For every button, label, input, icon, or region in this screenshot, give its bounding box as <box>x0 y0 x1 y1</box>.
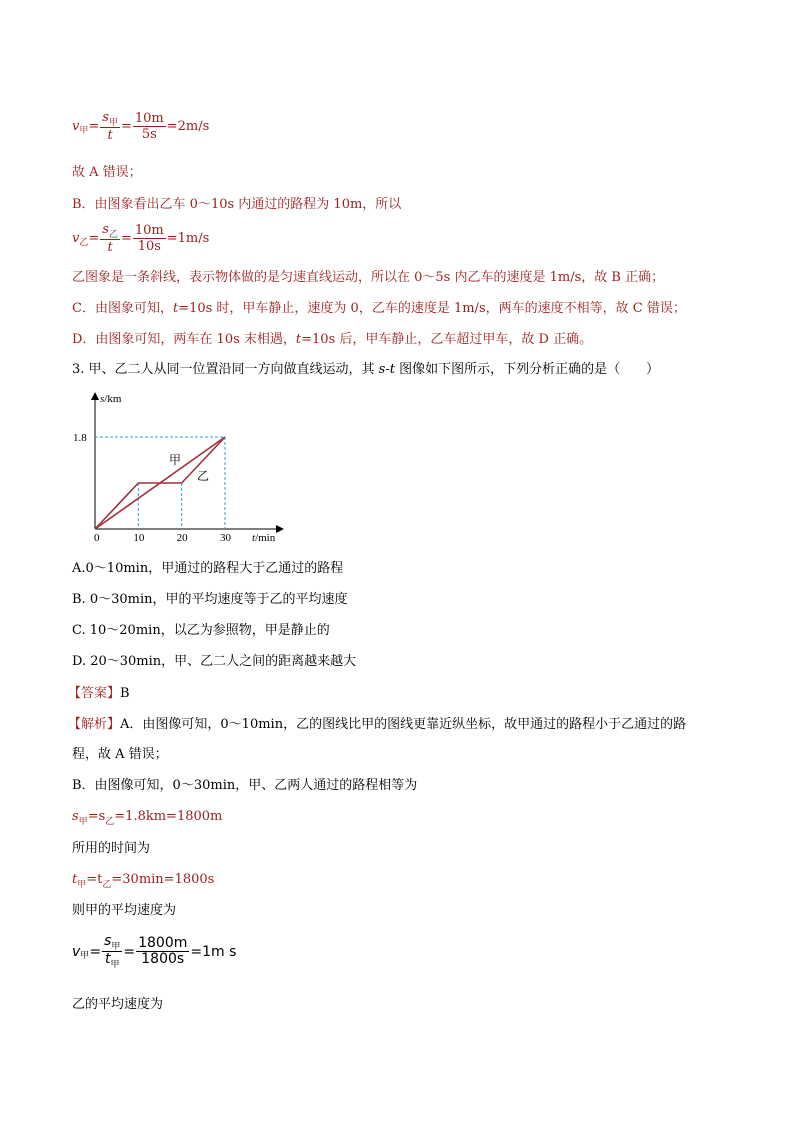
formula-v-jia-avg <box>72 934 236 969</box>
fraction <box>133 111 166 142</box>
equals: = <box>123 943 136 960</box>
series-label-jia: 甲 <box>169 453 182 467</box>
answer-line <box>68 685 130 703</box>
frac-num: s <box>104 933 112 949</box>
formula-sub: 甲 <box>79 125 89 136</box>
answer-value: B <box>120 686 130 701</box>
question-3 <box>72 361 659 379</box>
text-seg: =s <box>87 809 106 824</box>
formula-sub: 乙 <box>79 237 89 248</box>
answer-label: 【答案】 <box>68 686 121 701</box>
frac-den: t <box>107 240 113 255</box>
y-axis-label: s/km <box>100 393 122 405</box>
text-line: 乙图象是一条斜线，表示物体做的是匀速直线运动，所以在 0～5s 内乙车的速度是 1m/s，故 B 正确； <box>72 270 665 285</box>
frac-num: 10m <box>134 111 164 126</box>
text-line-d <box>72 331 592 349</box>
formula-s <box>72 808 222 827</box>
text-seg: 图像如下图所示，下列分析正确的是（ ） <box>394 362 660 377</box>
fraction <box>102 934 122 969</box>
formula-sub: 乙 <box>105 817 115 827</box>
avg-yi-label: 乙的平均速度为 <box>72 997 164 1012</box>
analysis-label: 【解析】 <box>68 717 121 732</box>
fraction <box>133 223 166 254</box>
analysis-line-2: 程，故 A 错误； <box>72 747 168 762</box>
option-b: B. 0～30min，甲的平均速度等于乙的平均速度 <box>72 592 348 607</box>
formula-v-yi <box>72 222 209 255</box>
text-seg: =10s 时，甲车静止，速度为 0，乙车的速度是 1m/s，两车的速度不相等，故 C 错误； <box>178 301 686 316</box>
equals: = <box>89 943 102 960</box>
x-axis-label: t/min <box>252 532 276 544</box>
formula-v-jia <box>72 110 209 143</box>
frac-num-sub: 甲 <box>108 118 118 128</box>
x-tick-label: 20 <box>176 532 188 544</box>
x-tick-label: 10 <box>133 532 145 544</box>
text-line: B．由图象看出乙车 0～10s 内通过的路程为 10m，所以 <box>72 197 402 212</box>
equals: = <box>88 118 100 134</box>
text-line-c <box>72 300 686 318</box>
fraction <box>100 110 120 143</box>
formula-t <box>72 871 214 890</box>
text-seg: =10s 后，甲车静止，乙车超过甲车，故 D 正确。 <box>301 332 593 347</box>
formula-result: =1m/s <box>166 230 210 246</box>
formula-sub: 甲 <box>78 817 88 827</box>
fraction <box>136 936 189 967</box>
fraction <box>100 222 120 255</box>
text-seg: C．由图象可知， <box>72 301 173 316</box>
text-var: s-t <box>378 362 395 377</box>
text-seg: =30min=1800s <box>111 872 215 887</box>
text-var: t <box>295 332 302 347</box>
series-label-yi: 乙 <box>197 469 210 483</box>
equals: = <box>88 230 100 246</box>
frac-num: 1800m <box>138 935 188 951</box>
frac-num: s <box>102 222 109 237</box>
series-line-yi <box>95 437 225 529</box>
st-graph <box>72 388 292 548</box>
x-tick-label: 30 <box>220 532 231 544</box>
frac-num-sub: 甲 <box>111 942 121 952</box>
formula-result: =2m/s <box>166 118 210 134</box>
equals: = <box>120 118 132 134</box>
text-var: s <box>72 809 79 824</box>
text-seg: 3. 甲、乙二人从同一位置沿同一方向做直线运动，其 <box>72 362 379 377</box>
frac-den: t <box>104 951 111 967</box>
text-var: t <box>72 872 78 887</box>
frac-den: t <box>107 128 113 143</box>
text-var: t <box>172 301 179 316</box>
formula-sub: 乙 <box>102 880 112 890</box>
time-label: 所用的时间为 <box>72 841 151 856</box>
avg-jia-label: 则甲的平均速度为 <box>72 903 177 918</box>
option-a: A.0～10min，甲通过的路程大于乙通过的路程 <box>72 561 344 576</box>
text-seg: =1.8km=1800m <box>114 809 223 824</box>
option-d: D. 20～30min，甲、乙二人之间的距离越来越大 <box>72 654 357 669</box>
formula-var: v <box>72 118 80 134</box>
frac-den: 5s <box>141 127 157 142</box>
analysis-line-3: B．由图像可知，0～30min，甲、乙两人通过的路程相等为 <box>72 778 418 793</box>
formula-var: v <box>72 943 81 960</box>
y-tick-label: 1.8 <box>73 432 87 444</box>
frac-den: 1800s <box>141 951 185 967</box>
formula-result: =1m s <box>190 943 237 960</box>
frac-num: 10m <box>134 223 164 238</box>
x-tick-label: 0 <box>94 532 100 544</box>
formula-sub: 甲 <box>80 950 90 961</box>
formula-var: v <box>72 230 80 246</box>
frac-num-sub: 乙 <box>108 230 118 240</box>
text-seg: =t <box>86 872 103 887</box>
formula-sub: 甲 <box>77 880 87 890</box>
text-line: 故 A 错误； <box>72 165 142 180</box>
equals: = <box>120 230 132 246</box>
analysis-line-1 <box>68 716 686 734</box>
text-seg: A．由图像可知，0～10min，乙的图线比甲的图线更靠近纵坐标，故甲通过的路程小于乙通过的路 <box>120 717 687 732</box>
frac-num: s <box>102 110 109 125</box>
frac-den-sub: 甲 <box>110 960 120 970</box>
frac-den: 10s <box>137 239 161 254</box>
text-seg: D．由图象可知，两车在 10s 末相遇， <box>72 332 296 347</box>
option-c: C. 10～20min，以乙为参照物，甲是静止的 <box>72 623 330 638</box>
